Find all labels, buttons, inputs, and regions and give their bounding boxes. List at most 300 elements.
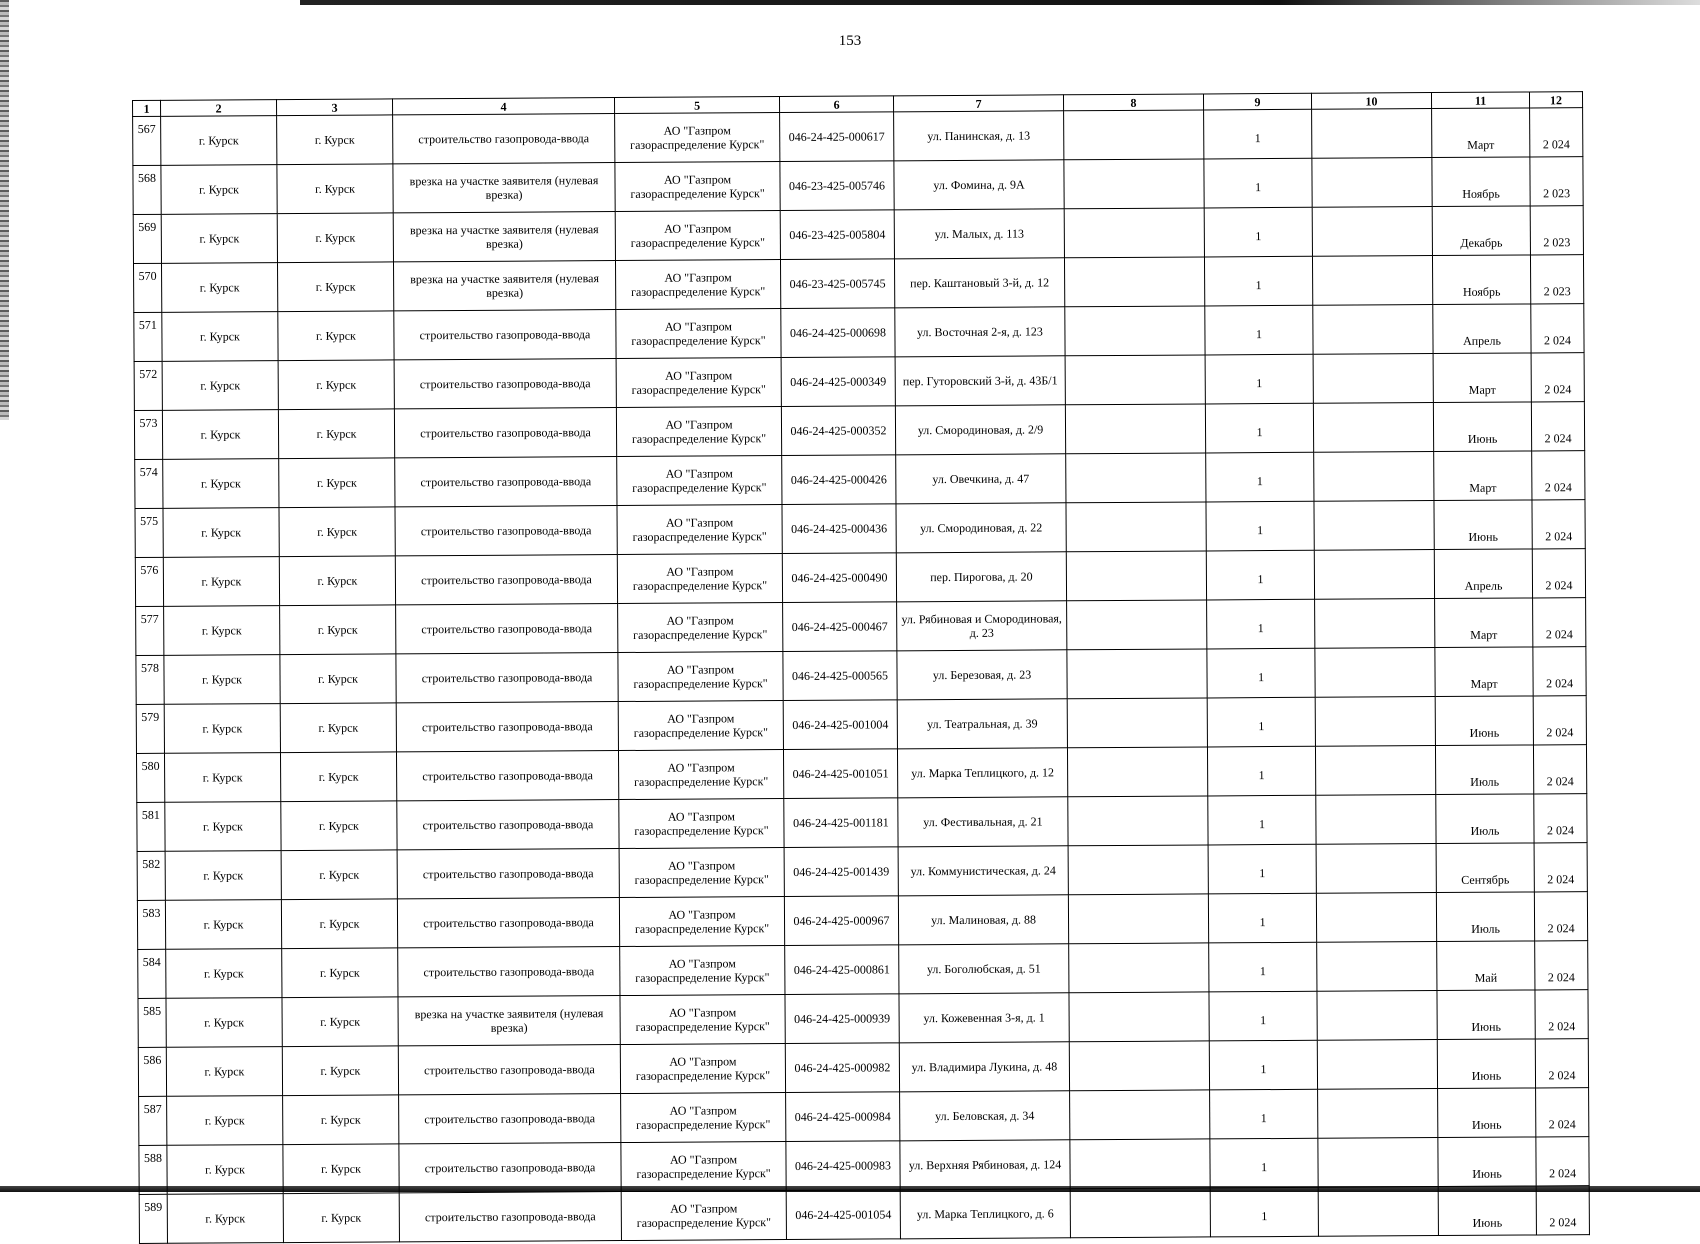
- organization-cell: АО "Газпром газораспределение Курск": [618, 652, 783, 702]
- column-header: 4: [392, 98, 614, 115]
- row-number-cell: 588: [139, 1145, 167, 1194]
- settlement-cell: г. Курск: [277, 213, 393, 263]
- work-type-cell: врезка на участке заявителя (нулевая врезка): [393, 212, 615, 262]
- table-row: [133, 255, 1583, 313]
- organization-cell: АО "Газпром газораспределение Курск": [621, 1191, 786, 1241]
- work-type-cell: врезка на участке заявителя (нулевая врезка): [393, 261, 615, 311]
- column-10-cell: [1318, 1187, 1438, 1237]
- column-8-cell: [1064, 159, 1204, 209]
- municipality-cell: г. Курск: [163, 459, 279, 509]
- column-8-cell: [1065, 355, 1205, 405]
- settlement-cell: г. Курск: [277, 164, 393, 214]
- column-8-cell: [1066, 453, 1206, 503]
- settlement-cell: г. Курск: [281, 850, 397, 900]
- month-cell: Июль: [1436, 892, 1534, 942]
- column-10-cell: [1315, 599, 1435, 649]
- row-number-cell: 586: [138, 1047, 166, 1096]
- settlement-cell: г. Курск: [281, 899, 397, 949]
- month-cell: Март: [1433, 353, 1531, 403]
- table-row: [136, 598, 1586, 656]
- organization-cell: АО "Газпром газораспределение Курск": [619, 848, 784, 898]
- month-cell: Март: [1432, 108, 1530, 158]
- quantity-cell: 1: [1204, 207, 1312, 257]
- column-8-cell: [1069, 943, 1209, 993]
- page-number: 153: [838, 33, 862, 49]
- table-row: [138, 941, 1588, 999]
- organization-cell: АО "Газпром газораспределение Курск": [615, 260, 780, 310]
- address-cell: пер. Гуторовский 3-й, д. 43Б/1: [895, 356, 1065, 406]
- quantity-cell: 1: [1204, 256, 1312, 306]
- column-10-cell: [1317, 991, 1437, 1041]
- address-cell: ул. Марка Теплицкого, д. 6: [900, 1189, 1070, 1239]
- settlement-cell: г. Курск: [279, 507, 395, 557]
- settlement-cell: г. Курск: [282, 1046, 398, 1096]
- row-number-cell: 569: [133, 214, 161, 263]
- table-row: [137, 892, 1587, 950]
- address-cell: ул. Фестивальная, д. 21: [898, 797, 1068, 847]
- municipality-cell: г. Курск: [162, 312, 278, 362]
- application-number-cell: 046-24-425-000426: [782, 455, 896, 505]
- organization-cell: АО "Газпром газораспределение Курск": [620, 1044, 785, 1094]
- settlement-cell: г. Курск: [282, 997, 398, 1047]
- organization-cell: АО "Газпром газораспределение Курск": [620, 995, 785, 1045]
- registry-table: [132, 91, 1590, 1244]
- municipality-cell: г. Курск: [165, 802, 281, 852]
- column-header: 2: [161, 100, 277, 117]
- quantity-cell: 1: [1204, 109, 1312, 159]
- municipality-cell: г. Курск: [164, 606, 280, 656]
- column-10-cell: [1312, 207, 1432, 257]
- row-number-cell: 581: [137, 802, 165, 851]
- month-cell: Март: [1434, 451, 1532, 501]
- application-number-cell: 046-24-425-000565: [783, 651, 897, 701]
- column-8-cell: [1064, 208, 1204, 258]
- year-cell: 2 023: [1530, 206, 1583, 255]
- address-cell: ул. Смородиновая, д. 2/9: [895, 405, 1065, 455]
- organization-cell: АО "Газпром газораспределение Курск": [618, 603, 783, 653]
- quantity-cell: 1: [1209, 942, 1317, 992]
- work-type-cell: строительство газопровода-ввода: [394, 359, 616, 409]
- municipality-cell: г. Курск: [166, 949, 282, 999]
- application-number-cell: 046-24-425-000349: [781, 357, 895, 407]
- row-number-cell: 582: [137, 851, 165, 900]
- organization-cell: АО "Газпром газораспределение Курск": [618, 701, 783, 751]
- settlement-cell: г. Курск: [283, 1095, 399, 1145]
- organization-cell: АО "Газпром газораспределение Курск": [616, 358, 781, 408]
- organization-cell: АО "Газпром газораспределение Курск": [615, 211, 780, 261]
- municipality-cell: г. Курск: [163, 508, 279, 558]
- month-cell: Ноябрь: [1432, 157, 1530, 207]
- column-8-cell: [1067, 747, 1207, 797]
- settlement-cell: г. Курск: [280, 703, 396, 753]
- application-number-cell: 046-24-425-000939: [785, 994, 899, 1044]
- column-10-cell: [1316, 893, 1436, 943]
- address-cell: ул. Смородиновая, д. 22: [896, 503, 1066, 553]
- table-row: [137, 794, 1587, 852]
- address-cell: ул. Верхняя Рябиновая, д. 124: [900, 1140, 1070, 1190]
- year-cell: 2 024: [1535, 990, 1588, 1039]
- year-cell: 2 024: [1531, 402, 1584, 451]
- year-cell: 2 024: [1531, 353, 1584, 402]
- column-8-cell: [1070, 1139, 1210, 1189]
- table-row: [134, 304, 1584, 362]
- column-10-cell: [1314, 501, 1434, 551]
- quantity-cell: 1: [1205, 403, 1313, 453]
- work-type-cell: строительство газопровода-ввода: [396, 751, 618, 801]
- column-8-cell: [1068, 845, 1208, 895]
- settlement-cell: г. Курск: [279, 556, 395, 606]
- year-cell: 2 024: [1536, 1088, 1589, 1137]
- table-row: [138, 990, 1588, 1048]
- row-number-cell: 568: [133, 165, 161, 214]
- year-cell: 2 024: [1530, 108, 1583, 157]
- row-number-cell: 585: [138, 998, 166, 1047]
- quantity-cell: 1: [1207, 599, 1315, 649]
- year-cell: 2 024: [1535, 941, 1588, 990]
- settlement-cell: г. Курск: [283, 1193, 399, 1243]
- municipality-cell: г. Курск: [167, 1194, 283, 1244]
- table-row: [139, 1186, 1589, 1244]
- address-cell: ул. Рябиновая и Смородиновая, д. 23: [897, 601, 1067, 651]
- table-row: [138, 1039, 1588, 1097]
- year-cell: 2 023: [1530, 157, 1583, 206]
- quantity-cell: 1: [1209, 1040, 1317, 1090]
- application-number-cell: 046-24-425-000984: [786, 1092, 900, 1142]
- settlement-cell: г. Курск: [277, 115, 393, 165]
- month-cell: Июль: [1435, 745, 1533, 795]
- application-number-cell: 046-24-425-000983: [786, 1141, 900, 1191]
- table-body: [133, 108, 1590, 1244]
- work-type-cell: строительство газопровода-ввода: [398, 1045, 620, 1095]
- settlement-cell: г. Курск: [281, 801, 397, 851]
- settlement-cell: г. Курск: [280, 654, 396, 704]
- column-header: 3: [277, 99, 393, 116]
- month-cell: Июнь: [1433, 402, 1531, 452]
- month-cell: Июнь: [1438, 1186, 1536, 1236]
- quantity-cell: 1: [1210, 1187, 1318, 1237]
- column-8-cell: [1068, 796, 1208, 846]
- column-10-cell: [1315, 746, 1435, 796]
- column-10-cell: [1312, 158, 1432, 208]
- work-type-cell: строительство газопровода-ввода: [395, 506, 617, 556]
- work-type-cell: строительство газопровода-ввода: [394, 310, 616, 360]
- year-cell: 2 024: [1535, 1039, 1588, 1088]
- address-cell: ул. Кожевенная 3-я, д. 1: [899, 993, 1069, 1043]
- settlement-cell: г. Курск: [280, 605, 396, 655]
- settlement-cell: г. Курск: [279, 458, 395, 508]
- row-number-cell: 576: [135, 557, 163, 606]
- application-number-cell: 046-24-425-001181: [784, 798, 898, 848]
- quantity-cell: 1: [1208, 893, 1316, 943]
- table-row: [139, 1137, 1589, 1195]
- month-cell: Июнь: [1438, 1088, 1536, 1138]
- application-number-cell: 046-24-425-000490: [782, 553, 896, 603]
- municipality-cell: г. Курск: [163, 557, 279, 607]
- work-type-cell: строительство газопровода-ввода: [397, 849, 619, 899]
- row-number-cell: 571: [134, 312, 162, 361]
- organization-cell: АО "Газпром газораспределение Курск": [616, 309, 781, 359]
- column-header: 8: [1063, 94, 1203, 111]
- organization-cell: АО "Газпром газораспределение Курск": [617, 505, 782, 555]
- settlement-cell: г. Курск: [278, 360, 394, 410]
- settlement-cell: г. Курск: [278, 409, 394, 459]
- application-number-cell: 046-24-425-001004: [783, 700, 897, 750]
- municipality-cell: г. Курск: [164, 655, 280, 705]
- month-cell: Март: [1435, 598, 1533, 648]
- month-cell: Май: [1437, 941, 1535, 991]
- column-10-cell: [1312, 256, 1432, 306]
- municipality-cell: г. Курск: [166, 998, 282, 1048]
- row-number-cell: 580: [136, 753, 164, 802]
- quantity-cell: 1: [1206, 550, 1314, 600]
- row-number-cell: 575: [135, 508, 163, 557]
- month-cell: Июнь: [1438, 1137, 1536, 1187]
- quantity-cell: 1: [1206, 501, 1314, 551]
- row-number-cell: 570: [133, 263, 161, 312]
- table-row: [136, 745, 1586, 803]
- table-row: [135, 500, 1585, 558]
- municipality-cell: г. Курск: [165, 851, 281, 901]
- municipality-cell: г. Курск: [162, 361, 278, 411]
- application-number-cell: 046-23-425-005745: [780, 259, 894, 309]
- organization-cell: АО "Газпром газораспределение Курск": [618, 750, 783, 800]
- address-cell: ул. Малых, д. 113: [894, 209, 1064, 259]
- organization-cell: АО "Газпром газораспределение Курск": [615, 113, 780, 163]
- application-number-cell: 046-23-425-005746: [780, 161, 894, 211]
- column-10-cell: [1314, 452, 1434, 502]
- year-cell: 2 023: [1530, 255, 1583, 304]
- row-number-cell: 572: [134, 361, 162, 410]
- month-cell: Июнь: [1434, 500, 1532, 550]
- column-10-cell: [1315, 697, 1435, 747]
- municipality-cell: г. Курск: [167, 1145, 283, 1195]
- table-row: [137, 843, 1587, 901]
- quantity-cell: 1: [1210, 1089, 1318, 1139]
- year-cell: 2 024: [1536, 1186, 1589, 1235]
- table-row: [134, 402, 1584, 460]
- work-type-cell: врезка на участке заявителя (нулевая врезка): [398, 996, 620, 1046]
- year-cell: 2 024: [1536, 1137, 1589, 1186]
- month-cell: Июнь: [1435, 696, 1533, 746]
- application-number-cell: 046-24-425-000861: [785, 945, 899, 995]
- organization-cell: АО "Газпром газораспределение Курск": [615, 162, 780, 212]
- work-type-cell: строительство газопровода-ввода: [397, 898, 619, 948]
- row-number-cell: 579: [136, 704, 164, 753]
- column-10-cell: [1317, 942, 1437, 992]
- column-10-cell: [1316, 795, 1436, 845]
- address-cell: пер. Каштановый 3-й, д. 12: [894, 258, 1064, 308]
- address-cell: ул. Овечкина, д. 47: [896, 454, 1066, 504]
- table-row: [135, 549, 1585, 607]
- table-row: [136, 647, 1586, 705]
- column-header: 11: [1431, 92, 1529, 109]
- column-10-cell: [1313, 354, 1433, 404]
- row-number-cell: 578: [136, 655, 164, 704]
- month-cell: Апрель: [1433, 304, 1531, 354]
- month-cell: Декабрь: [1432, 206, 1530, 256]
- quantity-cell: 1: [1204, 158, 1312, 208]
- settlement-cell: г. Курск: [282, 948, 398, 998]
- application-number-cell: 046-24-425-000982: [785, 1043, 899, 1093]
- settlement-cell: г. Курск: [280, 752, 396, 802]
- address-cell: пер. Пирогова, д. 20: [896, 552, 1066, 602]
- column-10-cell: [1318, 1089, 1438, 1139]
- column-8-cell: [1069, 992, 1209, 1042]
- settlement-cell: г. Курск: [277, 262, 393, 312]
- application-number-cell: 046-24-425-000698: [781, 308, 895, 358]
- column-10-cell: [1313, 305, 1433, 355]
- row-number-cell: 589: [139, 1194, 167, 1243]
- address-cell: ул. Театральная, д. 39: [897, 699, 1067, 749]
- column-10-cell: [1317, 1040, 1437, 1090]
- column-8-cell: [1066, 502, 1206, 552]
- column-header: 10: [1311, 93, 1431, 110]
- application-number-cell: 046-24-425-000967: [784, 896, 898, 946]
- column-8-cell: [1064, 257, 1204, 307]
- work-type-cell: строительство газопровода-ввода: [394, 408, 616, 458]
- row-number-cell: 574: [135, 459, 163, 508]
- row-number-cell: 583: [137, 900, 165, 949]
- quantity-cell: 1: [1207, 746, 1315, 796]
- application-number-cell: 046-24-425-001051: [783, 749, 897, 799]
- municipality-cell: г. Курск: [161, 116, 277, 166]
- column-8-cell: [1069, 1041, 1209, 1091]
- quantity-cell: 1: [1207, 648, 1315, 698]
- municipality-cell: г. Курск: [167, 1096, 283, 1146]
- address-cell: ул. Коммунистическая, д. 24: [898, 846, 1068, 896]
- quantity-cell: 1: [1206, 452, 1314, 502]
- table-row: [139, 1088, 1589, 1146]
- address-cell: ул. Фомина, д. 9А: [894, 160, 1064, 210]
- column-header: 1: [133, 100, 161, 116]
- column-10-cell: [1318, 1138, 1438, 1188]
- work-type-cell: строительство газопровода-ввода: [396, 702, 618, 752]
- quantity-cell: 1: [1208, 795, 1316, 845]
- organization-cell: АО "Газпром газораспределение Курск": [616, 407, 781, 457]
- organization-cell: АО "Газпром газораспределение Курск": [617, 554, 782, 604]
- table-row: [133, 157, 1583, 215]
- work-type-cell: строительство газопровода-ввода: [399, 1094, 621, 1144]
- application-number-cell: 046-24-425-001439: [784, 847, 898, 897]
- address-cell: ул. Малиновая, д. 88: [898, 895, 1068, 945]
- column-8-cell: [1064, 110, 1204, 160]
- organization-cell: АО "Газпром газораспределение Курск": [621, 1142, 786, 1192]
- year-cell: 2 024: [1534, 794, 1587, 843]
- row-number-cell: 577: [136, 606, 164, 655]
- application-number-cell: 046-23-425-005804: [780, 210, 894, 260]
- quantity-cell: 1: [1205, 354, 1313, 404]
- month-cell: Март: [1435, 647, 1533, 697]
- organization-cell: АО "Газпром газораспределение Курск": [621, 1093, 786, 1143]
- column-header: 9: [1203, 93, 1311, 110]
- organization-cell: АО "Газпром газораспределение Курск": [619, 799, 784, 849]
- work-type-cell: строительство газопровода-ввода: [395, 457, 617, 507]
- work-type-cell: строительство газопровода-ввода: [395, 555, 617, 605]
- work-type-cell: врезка на участке заявителя (нулевая врезка): [393, 163, 615, 213]
- column-8-cell: [1068, 894, 1208, 944]
- address-cell: ул. Марка Теплицкого, д. 12: [897, 748, 1067, 798]
- municipality-cell: г. Курск: [164, 704, 280, 754]
- address-cell: ул. Владимира Лукина, д. 48: [899, 1042, 1069, 1092]
- year-cell: 2 024: [1533, 745, 1586, 794]
- municipality-cell: г. Курск: [165, 900, 281, 950]
- column-header: 7: [893, 95, 1063, 112]
- table-row: [135, 451, 1585, 509]
- month-cell: Ноябрь: [1432, 255, 1530, 305]
- application-number-cell: 046-24-425-000467: [783, 602, 897, 652]
- year-cell: 2 024: [1533, 696, 1586, 745]
- column-8-cell: [1070, 1188, 1210, 1238]
- work-type-cell: строительство газопровода-ввода: [399, 1143, 621, 1193]
- month-cell: Апрель: [1434, 549, 1532, 599]
- column-8-cell: [1065, 404, 1205, 454]
- column-8-cell: [1067, 600, 1207, 650]
- address-cell: ул. Березовая, д. 23: [897, 650, 1067, 700]
- municipality-cell: г. Курск: [161, 214, 277, 264]
- scan-edge-top: [300, 0, 1700, 5]
- address-cell: ул. Восточная 2-я, д. 123: [895, 307, 1065, 357]
- work-type-cell: строительство газопровода-ввода: [399, 1192, 621, 1242]
- municipality-cell: г. Курск: [161, 165, 277, 215]
- quantity-cell: 1: [1207, 697, 1315, 747]
- work-type-cell: строительство газопровода-ввода: [393, 114, 615, 164]
- table-row: [133, 108, 1583, 166]
- column-10-cell: [1315, 648, 1435, 698]
- column-header: 6: [779, 96, 893, 113]
- table-row: [136, 696, 1586, 754]
- column-header: 12: [1529, 92, 1582, 108]
- scan-edge-left: [0, 0, 9, 420]
- year-cell: 2 024: [1533, 598, 1586, 647]
- column-10-cell: [1316, 844, 1436, 894]
- application-number-cell: 046-24-425-001054: [786, 1190, 900, 1240]
- month-cell: Июль: [1436, 794, 1534, 844]
- work-type-cell: строительство газопровода-ввода: [398, 947, 620, 997]
- application-number-cell: 046-24-425-000436: [782, 504, 896, 554]
- month-cell: Сентябрь: [1436, 843, 1534, 893]
- address-cell: ул. Беловская, д. 34: [900, 1091, 1070, 1141]
- quantity-cell: 1: [1208, 844, 1316, 894]
- application-number-cell: 046-24-425-000617: [780, 112, 894, 162]
- settlement-cell: г. Курск: [278, 311, 394, 361]
- year-cell: 2 024: [1534, 843, 1587, 892]
- column-8-cell: [1066, 551, 1206, 601]
- year-cell: 2 024: [1532, 549, 1585, 598]
- organization-cell: АО "Газпром газораспределение Курск": [617, 456, 782, 506]
- address-cell: ул. Панинская, д. 13: [894, 111, 1064, 161]
- column-10-cell: [1312, 109, 1432, 159]
- quantity-cell: 1: [1205, 305, 1313, 355]
- year-cell: 2 024: [1532, 451, 1585, 500]
- table-row: [133, 206, 1583, 264]
- row-number-cell: 567: [133, 116, 161, 165]
- column-header: 5: [614, 97, 779, 114]
- quantity-cell: 1: [1210, 1138, 1318, 1188]
- municipality-cell: г. Курск: [164, 753, 280, 803]
- column-8-cell: [1067, 698, 1207, 748]
- column-8-cell: [1070, 1090, 1210, 1140]
- row-number-cell: 573: [134, 410, 162, 459]
- application-number-cell: 046-24-425-000352: [781, 406, 895, 456]
- column-8-cell: [1067, 649, 1207, 699]
- settlement-cell: г. Курск: [283, 1144, 399, 1194]
- year-cell: 2 024: [1531, 304, 1584, 353]
- month-cell: Июнь: [1437, 1039, 1535, 1089]
- column-10-cell: [1314, 550, 1434, 600]
- municipality-cell: г. Курск: [162, 410, 278, 460]
- row-number-cell: 584: [138, 949, 166, 998]
- column-10-cell: [1313, 403, 1433, 453]
